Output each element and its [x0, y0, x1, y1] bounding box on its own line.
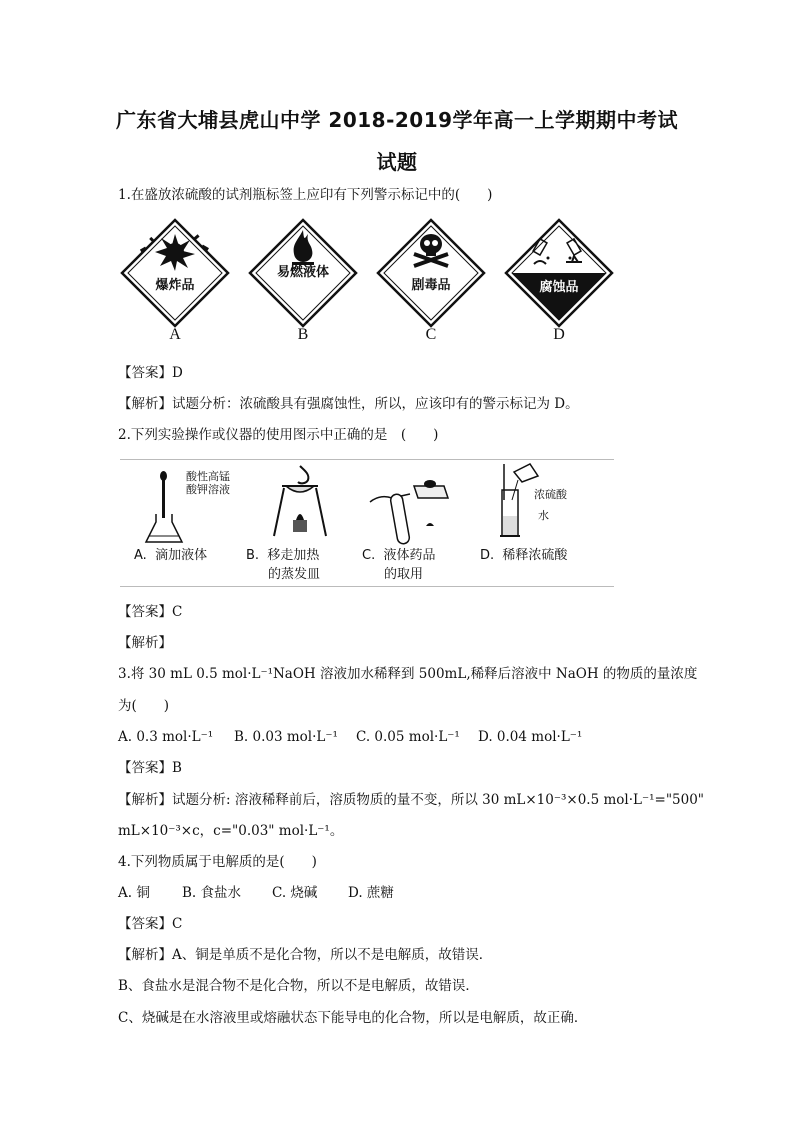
question-2-answer: 【答案】C: [118, 604, 183, 620]
sign-letter: C: [425, 326, 437, 343]
corrosive-icon: [504, 218, 614, 328]
sign-label: 爆炸品: [155, 278, 195, 293]
graduated-cylinder-icon: [490, 460, 550, 544]
explosive-icon: [120, 218, 230, 328]
option-text: 液体药品: [383, 548, 436, 563]
option-text: 移走加热: [267, 548, 320, 563]
option-text: 稀释浓硫酸: [502, 548, 568, 563]
question-4-analysis-line: C、烧碱是在水溶液里或熔融状态下能导电的化合物，所以是电解质，故正确．: [118, 1010, 588, 1026]
reagent-label-2: 酸钾溶液: [186, 483, 230, 496]
question-3-analysis: 【解析】试题分析: 溶液稀释前后，溶质物质的量不变，所以 30 mL×10⁻³×0.5 mol·L⁻¹="500": [118, 792, 705, 808]
question-3-stem-continued: 为( ): [118, 698, 170, 714]
sign-label: 腐蚀品: [539, 280, 579, 295]
sign-flammable-liquid: [248, 218, 358, 348]
acid-label: 浓硫酸: [534, 488, 567, 501]
pour-liquid-icon: [360, 464, 460, 548]
sign-letter: B: [297, 326, 309, 343]
lab-option-c: [356, 460, 476, 586]
option-letter: B.: [246, 548, 260, 563]
option-letter: D.: [480, 548, 495, 563]
warning-signs: [120, 218, 610, 348]
option-letter: C.: [362, 548, 376, 563]
question-4-option-c: C. 烧碱: [272, 885, 318, 901]
sign-corrosive: [504, 218, 614, 348]
question-4-stem: 4.下列物质属于电解质的是( ): [118, 854, 317, 870]
question-3-option-c: C. 0.05 mol·L⁻¹: [356, 729, 460, 745]
sign-toxic: [376, 218, 486, 348]
question-3-stem: 3.将 30 mL 0.5 mol·L⁻¹NaOH 溶液加水稀释到 500mL,稀释后溶液中 NaOH 的物质的量浓度: [118, 666, 698, 682]
sign-label: 剧毒品: [411, 278, 451, 293]
lab-caption: [134, 546, 207, 565]
option-text-line2: 的取用: [384, 567, 424, 582]
question-4-analysis-line: 【解析】A、铜是单质不是化合物，所以不是电解质，故错误．: [118, 947, 493, 963]
option-text: 滴加液体: [155, 548, 208, 563]
question-2-stem: 2.下列实验操作或仪器的使用图示中正确的是 ( ): [118, 427, 439, 443]
lab-caption: [480, 546, 567, 565]
lab-option-d: [476, 460, 614, 586]
page-title: 广东省大埔县虎山中学 2018-2019学年高一上学期期中考试: [115, 108, 679, 132]
tripod-dish-icon: [260, 462, 340, 546]
option-letter: A.: [134, 548, 147, 563]
question-1-analysis: 【解析】试题分析：浓硫酸具有强腐蚀性，所以，应该印有的警示标记为 D。: [118, 396, 579, 412]
question-4-option-a: A. 铜: [118, 885, 150, 901]
question-3-option-d: D. 0.04 mol·L⁻¹: [478, 729, 583, 745]
sign-explosive: [120, 218, 230, 348]
question-1-stem: 1.在盛放浓硫酸的试剂瓶标签上应印有下列警示标记中的( ): [118, 187, 493, 203]
option-text-line2: 的蒸发皿: [268, 567, 321, 582]
question-4-option-d: D. 蔗糖: [348, 885, 394, 901]
question-1-answer: 【答案】D: [118, 365, 183, 381]
lab-operations-figure: [120, 459, 614, 587]
lab-caption: [246, 546, 320, 584]
lab-option-a: [120, 460, 240, 586]
question-4-analysis-line: B、食盐水是混合物不是化合物，所以不是电解质，故错误．: [118, 978, 479, 994]
question-3-option-a: A. 0.3 mol·L⁻¹: [118, 729, 214, 745]
question-3-option-b: B. 0.03 mol·L⁻¹: [234, 729, 338, 745]
question-3-answer: 【答案】B: [118, 760, 182, 776]
page-title-continued: 试题: [376, 150, 418, 174]
sign-label: 易燃液体: [276, 265, 329, 280]
question-4-answer: 【答案】C: [118, 916, 183, 932]
question-2-analysis: 【解析】: [118, 635, 172, 651]
question-4-option-b: B. 食盐水: [182, 885, 242, 901]
question-3-analysis-continued: mL×10⁻³×c，c="0.03" mol·L⁻¹。: [118, 823, 344, 839]
lab-caption: [362, 546, 436, 584]
skull-crossbones-icon: [376, 218, 486, 328]
water-label: 水: [538, 509, 549, 522]
lab-option-b: [240, 460, 350, 586]
sign-letter: D: [553, 326, 565, 343]
sign-letter: A: [169, 326, 181, 343]
reagent-label-1: 酸性高锰: [186, 470, 230, 483]
